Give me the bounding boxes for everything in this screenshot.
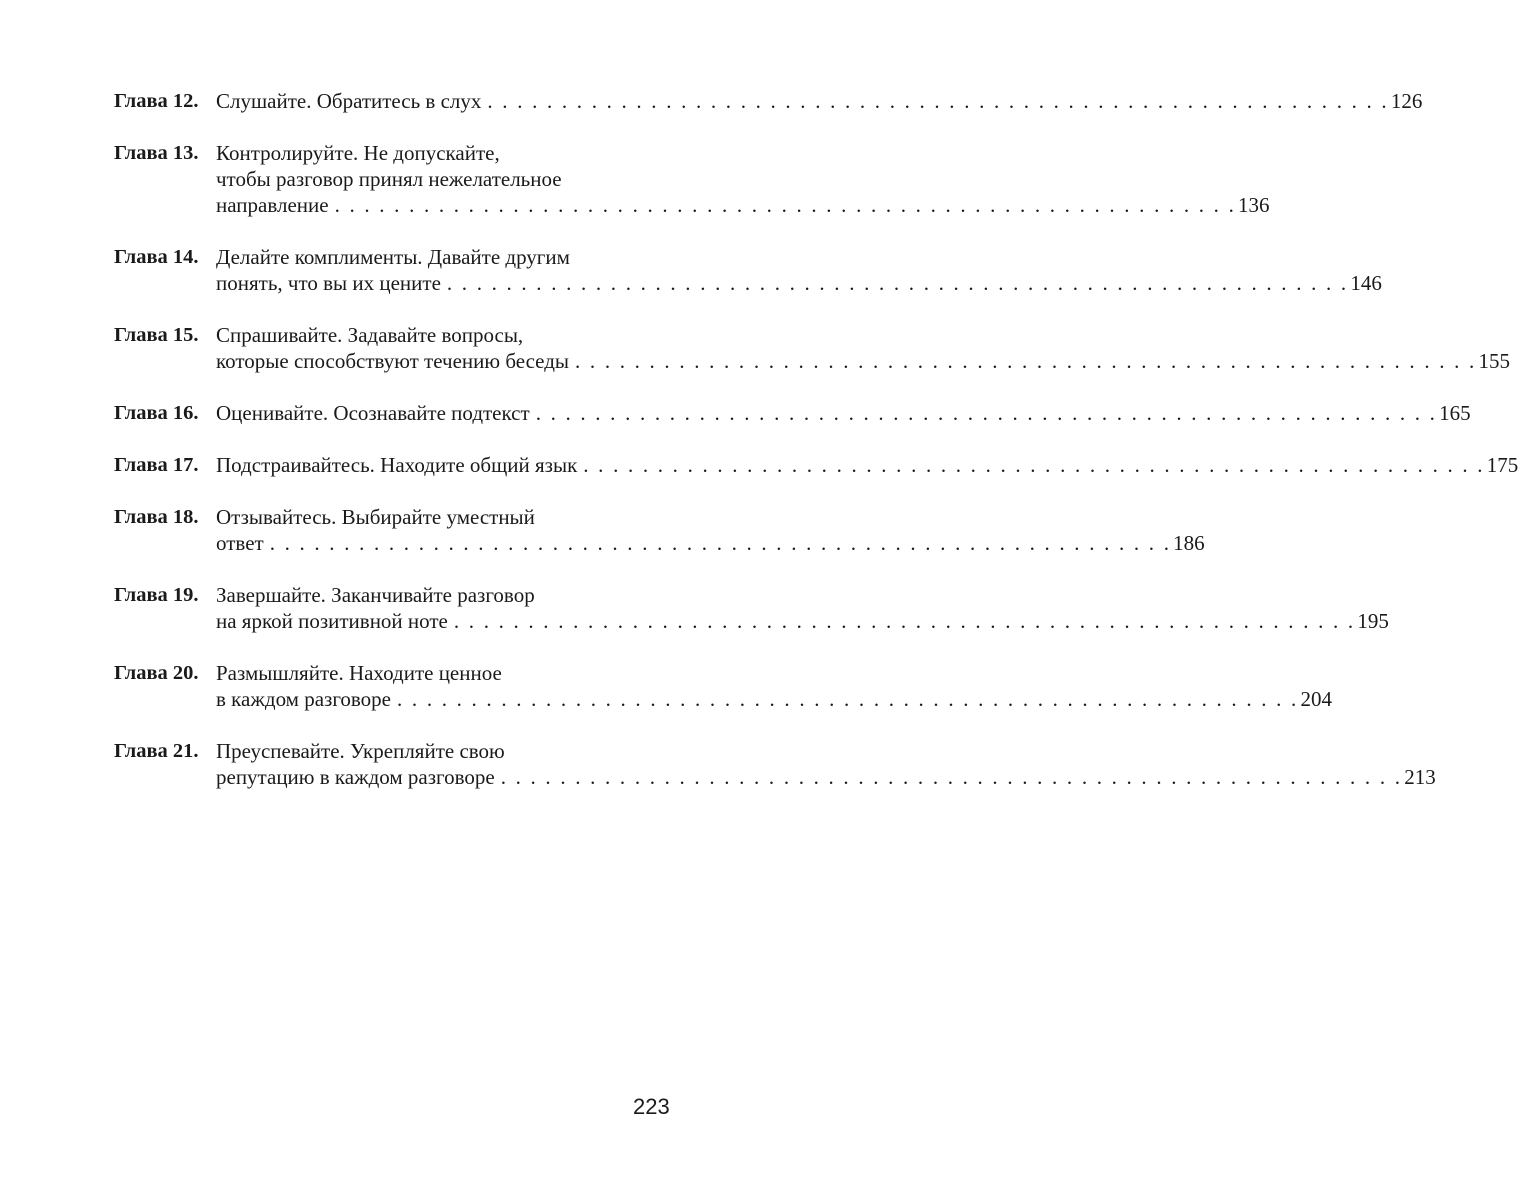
toc-entry[interactable]	[114, 322, 1510, 374]
chapter-title-line: в каждом разговоре	[216, 687, 392, 711]
toc-entry[interactable]	[114, 400, 1471, 426]
chapter-label: Глава 20.	[114, 662, 199, 684]
toc-entry[interactable]	[114, 88, 1423, 114]
dot-leader: . . . . . . . . . . . . . . . . . . . . . . . . . . . . . . . . . . . . . . . . . . . . . . . . . . . . . . . . . . . . .	[487, 89, 1389, 113]
chapter-title	[216, 582, 1389, 634]
dot-leader: . . . . . . . . . . . . . . . . . . . . . . . . . . . . . . . . . . . . . . . . . . . . . . . . . . . . . . . . . . . . .	[500, 765, 1403, 789]
chapter-title-line: репутацию в каждом разговоре	[216, 765, 495, 789]
chapter-title-line: Делайте комплименты. Давайте другим	[216, 245, 570, 269]
toc-entry[interactable]	[114, 738, 1436, 790]
dot-leader: . . . . . . . . . . . . . . . . . . . . . . . . . . . . . . . . . . . . . . . . . . . . . . . . . . . . . . . . . . . . .	[446, 271, 1349, 295]
chapter-label: Глава 12.	[114, 90, 199, 112]
page-reference: 195	[1357, 609, 1389, 633]
toc-entry[interactable]	[114, 452, 1518, 478]
page-reference: 186	[1173, 531, 1205, 555]
toc-entry[interactable]	[114, 244, 1382, 296]
chapter-title-line: чтобы разговор принял нежелательное	[216, 167, 562, 191]
chapter-title-line: Слушайте. Обратитесь в слух	[216, 89, 482, 113]
chapter-label: Глава 17.	[114, 454, 199, 476]
chapter-title-line: которые способствуют течению беседы	[216, 349, 570, 373]
page-reference: 146	[1350, 271, 1382, 295]
chapter-title-line: Подстраивайтесь. Находите общий язык	[216, 453, 578, 477]
chapter-label: Глава 19.	[114, 584, 199, 606]
page-reference: 204	[1300, 687, 1332, 711]
chapter-title-line: на яркой позитивной ноте	[216, 609, 448, 633]
chapter-title	[216, 452, 1518, 478]
chapter-title-line: Преуспевайте. Укрепляйте свою	[216, 739, 505, 763]
dot-leader: . . . . . . . . . . . . . . . . . . . . . . . . . . . . . . . . . . . . . . . . . . . . . . . . . . . . . . . . . . . . .	[269, 531, 1172, 555]
chapter-title	[216, 504, 1205, 556]
chapter-title-line: Оценивайте. Осознавайте подтекст	[216, 401, 530, 425]
chapter-label: Глава 14.	[114, 246, 199, 268]
page-reference: 175	[1486, 453, 1518, 477]
chapter-title	[216, 322, 1510, 374]
page-reference: 213	[1404, 765, 1436, 789]
chapter-title-line: Завершайте. Заканчивайте разговор	[216, 583, 535, 607]
page-reference: 155	[1478, 349, 1510, 373]
page-reference: 165	[1439, 401, 1471, 425]
chapter-title	[216, 88, 1422, 114]
chapter-title-line: Отзывайтесь. Выбирайте уместный	[216, 505, 535, 529]
dot-leader: . . . . . . . . . . . . . . . . . . . . . . . . . . . . . . . . . . . . . . . . . . . . . . . . . . . . . . . . . . . . .	[575, 349, 1477, 373]
page-number: 223	[633, 1094, 670, 1119]
dot-leader: . . . . . . . . . . . . . . . . . . . . . . . . . . . . . . . . . . . . . . . . . . . . . . . . . . . . . . . . . . . . .	[583, 453, 1485, 477]
toc-entry[interactable]	[114, 140, 1270, 218]
page-reference: 136	[1238, 193, 1270, 217]
chapter-title-line: Размышляйте. Находите ценное	[216, 661, 502, 685]
dot-leader: . . . . . . . . . . . . . . . . . . . . . . . . . . . . . . . . . . . . . . . . . . . . . . . . . . . . . . . . . . . . .	[535, 401, 1438, 425]
chapter-title-line: понять, что вы их цените	[216, 271, 441, 295]
chapter-title-line: ответ	[216, 531, 264, 555]
toc-entry[interactable]	[114, 582, 1389, 634]
toc-entry[interactable]	[114, 504, 1205, 556]
dot-leader: . . . . . . . . . . . . . . . . . . . . . . . . . . . . . . . . . . . . . . . . . . . . . . . . . . . . . . . . . . . . .	[397, 687, 1299, 711]
chapter-title-line: направление	[216, 193, 329, 217]
chapter-title	[216, 400, 1471, 426]
chapter-title	[216, 660, 1332, 712]
chapter-label: Глава 16.	[114, 402, 199, 424]
chapter-title-line: Спрашивайте. Задавайте вопросы,	[216, 323, 524, 347]
chapter-title-line: Контролируйте. Не допускайте,	[216, 141, 500, 165]
chapter-label: Глава 15.	[114, 324, 199, 346]
toc-entry[interactable]	[114, 660, 1332, 712]
chapter-label: Глава 21.	[114, 740, 199, 762]
dot-leader: . . . . . . . . . . . . . . . . . . . . . . . . . . . . . . . . . . . . . . . . . . . . . . . . . . . . . . . . . . . . .	[334, 193, 1237, 217]
page-reference: 126	[1390, 89, 1423, 113]
dot-leader: . . . . . . . . . . . . . . . . . . . . . . . . . . . . . . . . . . . . . . . . . . . . . . . . . . . . . . . . . . . . .	[453, 609, 1356, 633]
chapter-title	[216, 140, 1270, 218]
chapter-label: Глава 13.	[114, 142, 199, 164]
chapter-title	[216, 738, 1436, 790]
chapter-title	[216, 244, 1382, 296]
chapter-label: Глава 18.	[114, 506, 199, 528]
